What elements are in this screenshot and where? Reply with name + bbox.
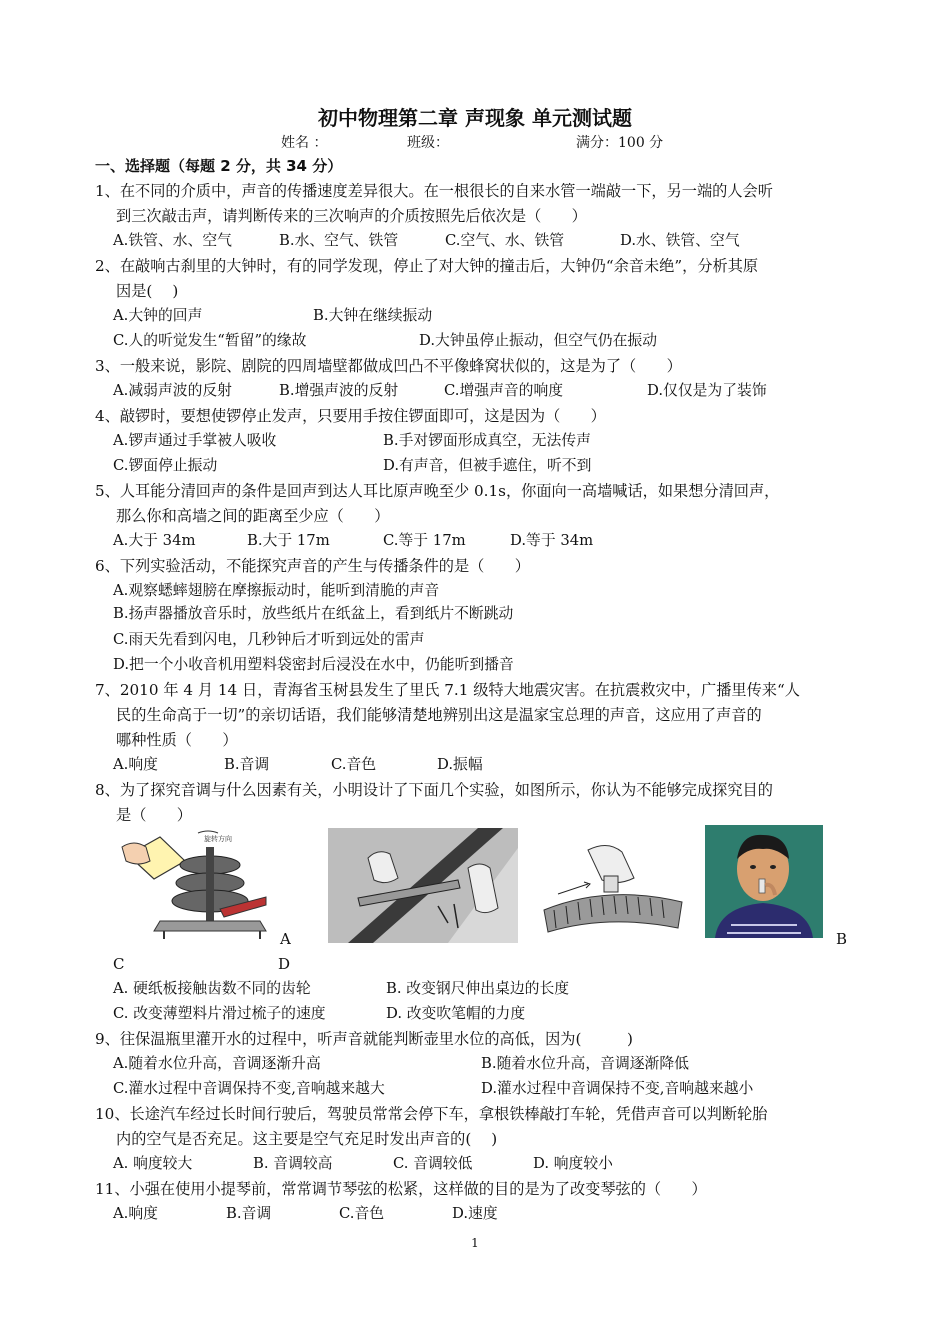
option-c: C.音色: [339, 1205, 385, 1222]
option-c: C.等于 17m: [383, 532, 466, 549]
option-b: B.随着水位升高，音调逐渐降低: [481, 1055, 689, 1072]
option-b: B.音调: [224, 756, 270, 773]
option-a: A.响度: [113, 1205, 158, 1222]
option-d: D.速度: [452, 1205, 498, 1222]
figure-label-c: C: [113, 955, 125, 973]
question-7-line-2: 民的生命高于一切”的亲切话语，我们能够清楚地辨别出这是温家宝总理的声音，这应用了声音的: [116, 706, 762, 724]
figure-ruler-desk: [328, 828, 518, 943]
question-1-line-2: 到三次敲击声，请判断传来的三次响声的介质按照先后依次是（ ）: [116, 207, 587, 225]
question-5-line-2: 那么你和高墙之间的距离至少应（ ）: [116, 507, 390, 525]
option-c: C.锣面停止振动: [113, 457, 218, 474]
question-4-line-1: 4、敲锣时，要想使锣停止发声，只要用手按住锣面即可，这是因为（ ）: [95, 407, 606, 425]
question-1-line-1: 1、在不同的介质中，声音的传播速度差异很大。在一根很长的自来水管一端敲一下，另一端的人会听: [95, 182, 773, 200]
option-d: D.大钟虽停止振动，但空气仍在振动: [419, 332, 657, 349]
question-6-line-1: 6、下列实验活动，不能探究声音的产生与传播条件的是（ ）: [95, 557, 530, 575]
option-a: A. 响度较大: [113, 1155, 193, 1172]
question-2-line-1: 2、在敲响古刹里的大钟时，有的同学发现，停止了对大钟的撞击后，大钟仍“余音未绝”，分析其原: [95, 257, 759, 275]
question-6-option-b: B.扬声器播放音乐时，放些纸片在纸盆上，看到纸片不断跳动: [113, 605, 514, 622]
figure-label-b: B: [836, 930, 848, 948]
section-heading: 一、选择题（每题 2 分，共 34 分）: [95, 157, 343, 175]
question-10-line-1: 10、长途汽车经过长时间行驶后，驾驶员常常会停下车，拿根铁棒敲打车轮，凭借声音可以判断轮胎: [95, 1105, 768, 1123]
option-d: D.灌水过程中音调保持不变,音响越来越小: [481, 1080, 754, 1097]
question-5-line-1: 5、人耳能分清回声的条件是回声到达人耳比原声晚至少 0.1s，你面向一高墙喊话，如果想分清回声，: [95, 482, 780, 500]
option-a: A.响度: [113, 756, 158, 773]
option-b: B.音调: [226, 1205, 272, 1222]
figure-comb-plastic: [538, 840, 688, 935]
option-c: C.灌水过程中音调保持不变,音响越来越大: [113, 1080, 385, 1097]
option-b: B.水、空气、铁管: [279, 232, 399, 249]
question-7-line-3: 哪种性质（ ）: [116, 731, 238, 749]
option-c: C.音色: [331, 756, 377, 773]
question-11-line-1: 11、小强在使用小提琴前，常常调节琴弦的松紧，这样做的目的是为了改变琴弦的（ ）: [95, 1180, 707, 1198]
figure-label-d: D: [278, 955, 291, 973]
option-b: B.大于 17m: [247, 532, 330, 549]
question-10-line-2: 内的空气是否充足。这主要是空气充足时发出声音的( ): [116, 1130, 498, 1148]
option-d: D.仅仅是为了装饰: [647, 382, 767, 399]
score-label: 满分：100 分: [576, 135, 664, 151]
option-c: C. 改变薄塑料片滑过梳子的速度: [113, 1005, 326, 1022]
option-a: A.减弱声波的反射: [113, 382, 232, 399]
option-b: B.增强声波的反射: [279, 382, 399, 399]
question-8-line-1: 8、为了探究音调与什么因素有关，小明设计了下面几个实验，如图所示，你认为不能够完成探究目的: [95, 781, 773, 799]
option-d: D. 响度较小: [533, 1155, 613, 1172]
question-6-option-d: D.把一个小收音机用塑料袋密封后浸没在水中，仍能听到播音: [113, 656, 514, 673]
option-b: B. 改变钢尺伸出桌边的长度: [386, 980, 570, 997]
option-d: D.水、铁管、空气: [620, 232, 740, 249]
question-7-line-1: 7、2010 年 4 月 14 日，青海省玉树县发生了里氏 7.1 级特大地震灾害。在抗震救灾中，广播里传来“人: [95, 681, 800, 699]
figure-boy-pen-cap: [705, 825, 823, 938]
option-c: C.增强声音的响度: [444, 382, 564, 399]
option-c: C.人的听觉发生“暂留”的缘故: [113, 332, 307, 349]
figure-gear-cardboard: [120, 827, 270, 942]
question-6-option-a: A.观察蟋蟀翅膀在摩擦振动时，能听到清脆的声音: [113, 582, 440, 599]
option-d: D. 改变吹笔帽的力度: [386, 1005, 526, 1022]
option-b: B.大钟在继续振动: [313, 307, 433, 324]
page-title: 初中物理第二章 声现象 单元测试题: [318, 106, 632, 130]
question-9-line-1: 9、往保温瓶里灌开水的过程中，听声音就能判断壶里水位的高低，因为( ): [95, 1030, 633, 1048]
option-a: A.大钟的回声: [113, 307, 203, 324]
gear-caption: 旋转方向: [204, 835, 232, 843]
option-d: D.等于 34m: [510, 532, 594, 549]
option-a: A.随着水位升高，音调逐渐升高: [113, 1055, 321, 1072]
name-label: 姓名 ：: [281, 135, 328, 151]
option-a: A.锣声通过手掌被人吸收: [113, 432, 277, 449]
option-c: C. 音调较低: [393, 1155, 473, 1172]
class-label: 班级：: [407, 135, 449, 151]
question-8-line-2: 是（ ）: [116, 806, 192, 824]
question-2-line-2: 因是( ): [116, 282, 179, 300]
option-c: C.空气、水、铁管: [445, 232, 565, 249]
option-d: D.振幅: [437, 756, 483, 773]
option-a: A. 硬纸板接触齿数不同的齿轮: [113, 980, 311, 997]
question-6-option-c: C.雨天先看到闪电，几秒钟后才听到远处的雷声: [113, 631, 425, 648]
page-number: 1: [471, 1236, 479, 1250]
figure-label-a: A: [280, 930, 291, 948]
option-b: B. 音调较高: [253, 1155, 333, 1172]
option-b: B.手对锣面形成真空，无法传声: [383, 432, 591, 449]
option-a: A.铁管、水、空气: [113, 232, 232, 249]
option-a: A.大于 34m: [113, 532, 196, 549]
question-3-line-1: 3、一般来说，影院、剧院的四周墙壁都做成凹凸不平像蜂窝状似的，这是为了（ ）: [95, 357, 682, 375]
option-d: D.有声音，但被手遮住，听不到: [383, 457, 592, 474]
